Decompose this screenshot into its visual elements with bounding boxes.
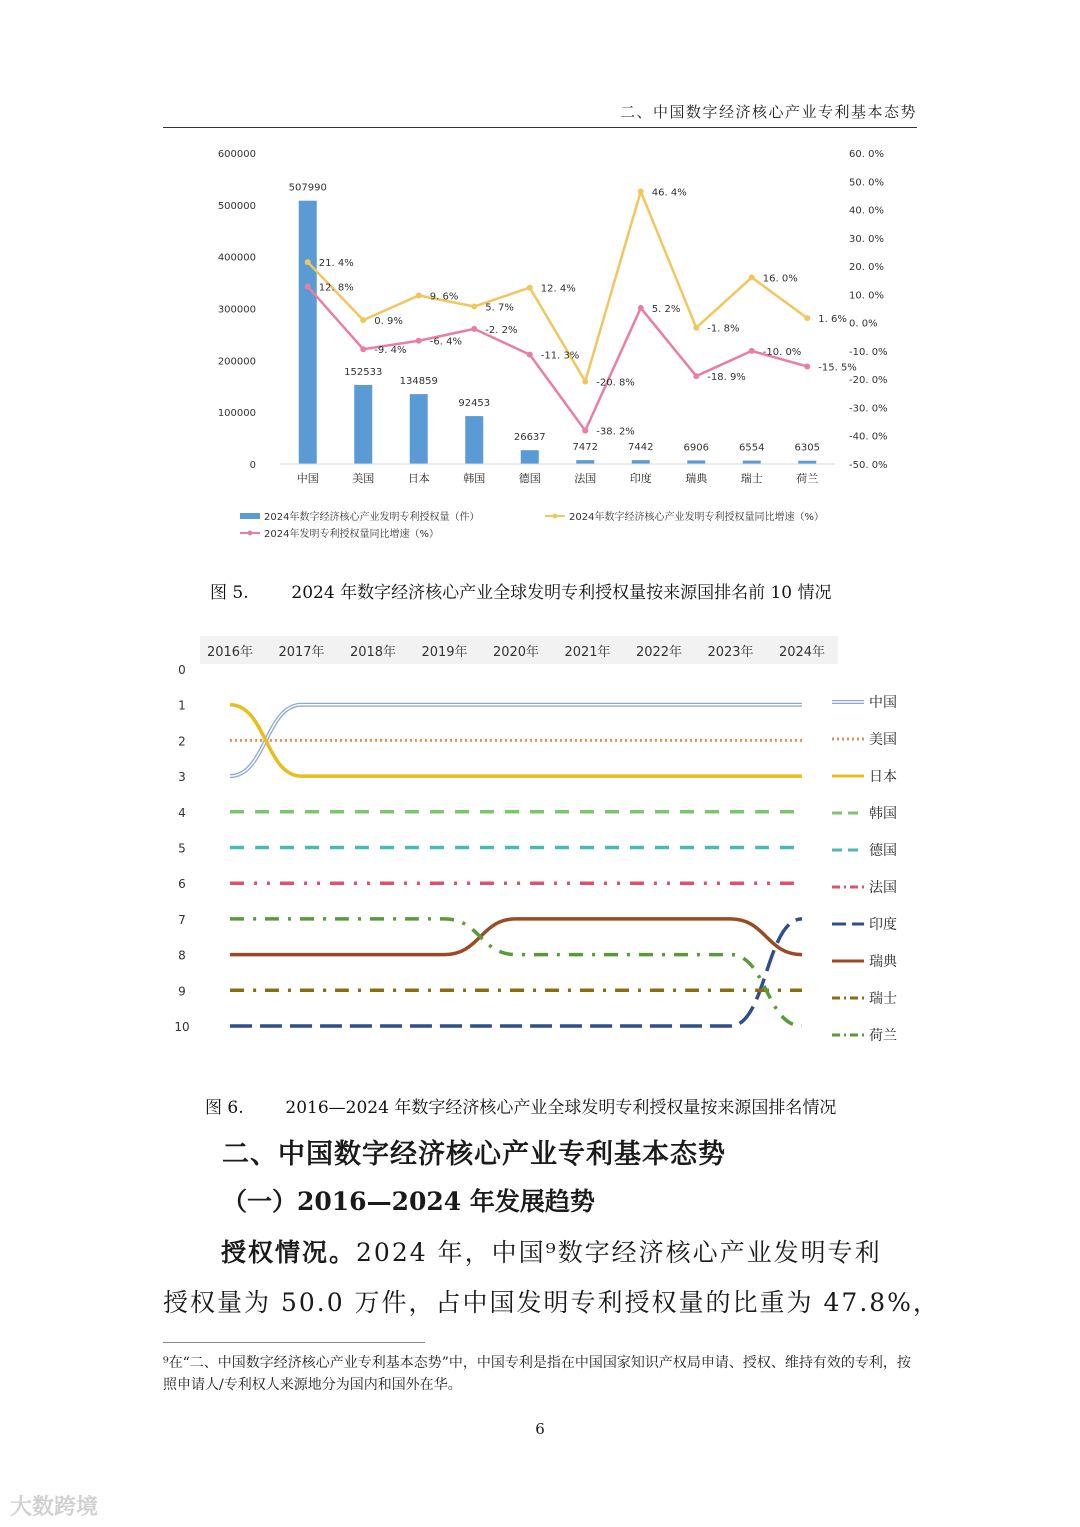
x-year-label: 2023年 [707, 645, 754, 660]
x-tick-label: 印度 [629, 472, 652, 485]
bar-data-label: 6906 [683, 442, 709, 454]
legend-marker [553, 514, 558, 519]
line-data-label: 12. 8% [318, 282, 354, 294]
y-rank-label: 8 [178, 948, 186, 963]
y-right-tick-label: -30. 0% [849, 403, 888, 415]
y-rank-label: 7 [178, 912, 186, 927]
line-data-label: -1. 8% [707, 323, 740, 335]
x-year-label: 2021年 [564, 645, 611, 660]
x-tick-label: 韩国 [463, 472, 486, 485]
y-rank-label: 9 [178, 984, 186, 999]
legend-label: 德国 [869, 843, 897, 859]
y-right-tick-label: -50. 0% [849, 460, 888, 471]
legend-label: 瑞典 [869, 954, 897, 970]
x-year-label: 2019年 [421, 645, 468, 660]
x-tick-label: 瑞士 [740, 472, 763, 485]
figure6-caption-number: 图 6. [205, 1098, 244, 1118]
figure5-caption [210, 578, 832, 603]
line-data-label: 9. 6% [429, 291, 459, 303]
section-heading: 二、中国数字经济核心产业专利基本态势 [222, 1139, 726, 1170]
legend-label: 瑞士 [869, 991, 897, 1007]
figure6-caption-text: 2016—2024 年数字经济核心产业全球发明专利授权量按来源国排名情况 [285, 1098, 837, 1118]
line-point [638, 188, 644, 194]
y-rank-label: 1 [178, 698, 186, 713]
y-right-tick-label: 30. 0% [849, 233, 884, 245]
line-data-label: 12. 4% [540, 283, 576, 295]
line-point [527, 285, 533, 291]
legend-label: 中国 [869, 695, 897, 711]
y-right-tick-label: 60. 0% [849, 149, 884, 160]
footnote: ⁹在“二、中国数字经济核心产业专利基本态势”中，中国专利是指在中国国家知识产权局申请、授权、维持有效的专利，按照申请人/专利权人来源地分为国内和国外在华。 [163, 1355, 911, 1393]
line-point [582, 428, 588, 434]
y-right-tick-label: -20. 0% [849, 375, 888, 387]
line-point [693, 325, 699, 331]
rank-line-印度 [230, 919, 802, 1026]
y-right-tick-label: 10. 0% [849, 290, 884, 302]
legend-label: 荷兰 [869, 1028, 897, 1044]
paragraph-line2: 授权量为 50.0 万件，占中国发明专利授权量的比重为 47.8%， [163, 1288, 940, 1317]
line-point [749, 274, 755, 280]
legend-swatch [240, 513, 260, 519]
bar-data-label: 26637 [513, 432, 546, 444]
figure5-caption-text: 2024 年数字经济核心产业全球发明专利授权量按来源国排名前 10 情况 [291, 583, 832, 603]
x-year-label: 2018年 [349, 645, 397, 660]
bar-data-label: 92453 [458, 398, 491, 410]
x-year-label: 2020年 [492, 645, 540, 660]
bar-data-label: 6305 [794, 442, 820, 454]
line-point [582, 378, 588, 384]
section-subheading: （一）2016—2024 年发展趋势 [222, 1187, 595, 1216]
paragraph-line1: 2024 年，中国⁹数字经济核心产业发明专利 [356, 1238, 882, 1267]
paragraph-lead: 授权情况。 [221, 1238, 357, 1267]
y-left-tick-label: 300000 [217, 304, 256, 316]
legend-label: 法国 [869, 880, 897, 896]
x-tick-label: 法国 [574, 472, 597, 485]
y-right-tick-label: 0. 0% [849, 318, 878, 330]
line-point [527, 352, 533, 358]
bar-data-label: 152533 [344, 366, 383, 378]
bar [743, 461, 761, 464]
page-header-title: 二、中国数字经济核心产业专利基本态势 [619, 103, 917, 121]
legend-label: 印度 [869, 917, 897, 933]
bar [687, 460, 705, 464]
line-point [416, 292, 422, 298]
bar [410, 394, 428, 464]
line-data-label: -11. 3% [540, 350, 580, 362]
y-right-tick-label: 20. 0% [849, 262, 884, 274]
x-year-label: 2022年 [635, 645, 683, 660]
bar [521, 450, 539, 464]
legend-label: 2024年数字经济核心产业发明专利授权量同比增速（%） [569, 512, 824, 523]
y-left-tick-label: 600000 [217, 149, 256, 160]
y-left-tick-label: 200000 [217, 356, 256, 368]
line-data-label: 0. 9% [374, 316, 403, 328]
line-data-label: -10. 0% [762, 346, 802, 358]
bar [576, 460, 594, 464]
x-tick-label: 日本 [407, 472, 430, 485]
y-rank-label: 3 [178, 770, 186, 785]
line-point [804, 315, 810, 321]
y-rank-label: 0 [178, 663, 186, 677]
y-rank-label: 10 [174, 1020, 190, 1034]
bar-data-label: 7442 [628, 442, 654, 454]
bar-data-label: 6554 [739, 442, 765, 454]
line-data-label: -38. 2% [596, 426, 635, 438]
line-point [305, 259, 311, 265]
page-number: 6 [535, 1420, 545, 1438]
bar [465, 416, 483, 464]
legend-label: 2024年数字经济核心产业发明专利授权量（件） [264, 512, 480, 523]
line-point [471, 304, 477, 310]
x-year-label: 2016年 [206, 645, 254, 660]
y-left-tick-label: 0 [249, 460, 256, 471]
bar-data-label: 507990 [288, 182, 327, 194]
rank-line-瑞典 [230, 919, 802, 955]
watermark-logo: 大数跨境 [10, 1495, 99, 1520]
line-data-label: 16. 0% [762, 273, 798, 285]
line-point [749, 348, 755, 354]
y-rank-label: 6 [178, 877, 186, 892]
x-tick-label: 中国 [296, 472, 319, 485]
line-data-label: -6. 4% [429, 336, 462, 348]
bar [632, 460, 650, 464]
y-left-tick-label: 100000 [217, 408, 256, 420]
line-point [360, 346, 366, 352]
bar-data-label: 134859 [399, 376, 438, 388]
y-left-tick-label: 500000 [217, 200, 256, 212]
legend-label: 日本 [869, 769, 897, 785]
figure5-chart [200, 140, 900, 555]
header-rule [163, 127, 917, 128]
y-right-tick-label: -40. 0% [849, 431, 888, 443]
bar [299, 201, 317, 464]
y-rank-label: 5 [178, 841, 186, 856]
line-data-label: -18. 9% [707, 372, 746, 384]
y-right-tick-label: 50. 0% [849, 177, 884, 189]
line-data-label: 1. 6% [818, 314, 847, 326]
x-year-label: 2024年 [778, 645, 826, 660]
line-data-label: -15. 5% [818, 362, 857, 374]
line-point [471, 326, 477, 332]
legend-marker [248, 531, 253, 536]
line-data-label: -20. 8% [596, 377, 635, 389]
legend-label: 美国 [869, 732, 897, 748]
figure5-caption-number: 图 5. [210, 583, 249, 603]
line-point [360, 317, 366, 323]
line-data-label: 5. 7% [485, 302, 514, 314]
line-point [638, 305, 644, 311]
bar [354, 385, 372, 464]
figure6-caption [205, 1093, 836, 1118]
line-point [305, 283, 311, 289]
line-data-label: 5. 2% [651, 303, 681, 315]
legend-label: 2024年发明专利授权量同比增速（%） [264, 529, 439, 540]
line-point [804, 363, 810, 369]
footnote-rule [163, 1342, 425, 1343]
y-rank-label: 4 [178, 805, 186, 820]
x-tick-label: 瑞典 [685, 472, 708, 485]
bar-data-label: 7472 [572, 442, 598, 454]
body-paragraph [163, 1228, 940, 1328]
line-data-label: -9. 4% [374, 345, 407, 357]
y-rank-label: 2 [178, 734, 186, 749]
x-tick-label: 荷兰 [796, 472, 819, 485]
x-year-label: 2017年 [278, 645, 325, 660]
x-tick-label: 德国 [518, 472, 541, 485]
legend-label: 韩国 [869, 806, 897, 822]
line-data-label: -2. 2% [485, 324, 518, 336]
line-point [416, 338, 422, 344]
y-left-tick-label: 400000 [217, 252, 256, 264]
y-right-tick-label: 40. 0% [849, 205, 884, 217]
line-data-label: 21. 4% [318, 258, 354, 270]
figure6-chart [160, 630, 920, 1060]
line-point [693, 373, 699, 379]
x-tick-label: 美国 [352, 472, 375, 485]
rank-line-荷兰 [230, 919, 802, 1026]
line-data-label: 46. 4% [651, 187, 687, 199]
y-right-tick-label: -10. 0% [849, 346, 888, 358]
